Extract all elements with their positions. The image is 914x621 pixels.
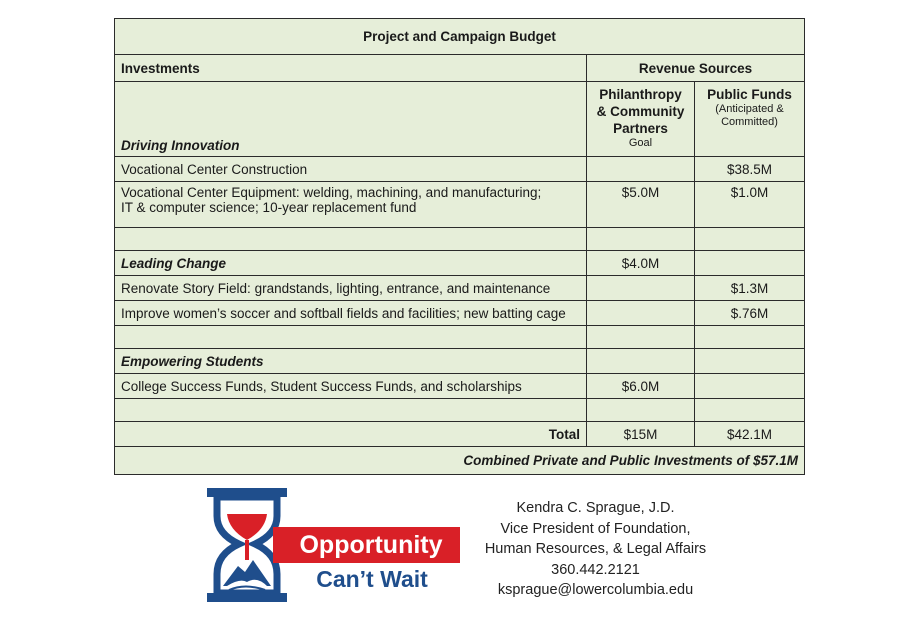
row-public: $38.5M: [695, 157, 805, 182]
row-philanthropy: [587, 157, 695, 182]
table-row: [115, 157, 805, 182]
philanthropy-column-header: [587, 82, 695, 157]
row-philanthropy: $5.0M: [587, 182, 695, 228]
blank-row: [115, 399, 805, 422]
total-row: [115, 422, 805, 447]
blank-row: [115, 228, 805, 251]
section-leading-change: Leading Change: [115, 251, 587, 276]
table-title: Project and Campaign Budget: [115, 19, 805, 55]
philanthropy-line3: Partners: [613, 121, 668, 136]
table-row: [115, 349, 805, 374]
contact-title-line1: Vice President of Foundation,: [500, 520, 691, 537]
row-philanthropy: $4.0M: [587, 251, 695, 276]
contact-name: Kendra C. Sprague, J.D.: [516, 500, 675, 516]
public-funds-note1: (Anticipated &: [715, 103, 784, 115]
row-public: $1.0M: [695, 182, 805, 228]
public-funds-note2: Committed): [721, 116, 778, 128]
row-philanthropy: $6.0M: [587, 374, 695, 399]
row-public: $.76M: [695, 301, 805, 326]
logo-text-cant-wait: Can’t Wait: [316, 566, 428, 592]
total-label: Total: [115, 422, 587, 447]
section-empowering-students: Empowering Students: [115, 349, 587, 374]
table-row: [115, 301, 805, 326]
budget-table: [114, 18, 805, 475]
blank-row: [115, 326, 805, 349]
philanthropy-line2: & Community: [596, 104, 685, 119]
row-label: [115, 182, 587, 228]
row-public: [695, 374, 805, 399]
table-row: [115, 374, 805, 399]
philanthropy-line1: Philanthropy: [599, 87, 682, 102]
row-philanthropy: [587, 301, 695, 326]
total-public: $42.1M: [695, 422, 805, 447]
table-row: [115, 182, 805, 228]
public-funds-column-header: [695, 82, 805, 157]
row-public: $1.3M: [695, 276, 805, 301]
opportunity-cant-wait-logo: [205, 486, 465, 604]
row-label-line2: IT & computer science; 10-year replacement fund: [121, 200, 417, 215]
revenue-sources-header: Revenue Sources: [587, 55, 805, 82]
investments-header: Investments: [115, 55, 587, 82]
row-label-line1: Vocational Center Equipment: welding, machining, and manufacturing;: [121, 185, 542, 200]
table-row: [115, 276, 805, 301]
contact-phone: 360.442.2121: [551, 561, 640, 578]
combined-investments: Combined Private and Public Investments of $57.1M: [115, 447, 805, 475]
row-label: Vocational Center Construction: [115, 157, 587, 182]
total-philanthropy: $15M: [587, 422, 695, 447]
public-funds-line1: Public Funds: [707, 87, 792, 102]
row-philanthropy: [587, 276, 695, 301]
row-label: Improve women’s soccer and softball fields and facilities; new batting cage: [115, 301, 587, 326]
logo-text-opportunity: Opportunity: [299, 531, 443, 559]
section-driving-innovation: Driving Innovation: [115, 82, 587, 157]
contact-email: ksprague@lowercolumbia.edu: [497, 582, 694, 598]
contact-block: [478, 498, 713, 601]
contact-title-line2: Human Resources, & Legal Affairs: [484, 541, 707, 557]
table-row: [115, 251, 805, 276]
row-label: Renovate Story Field: grandstands, lighting, entrance, and maintenance: [115, 276, 587, 301]
row-public: [695, 251, 805, 276]
row-label: College Success Funds, Student Success Funds, and scholarships: [115, 374, 587, 399]
philanthropy-note: Goal: [628, 137, 653, 149]
